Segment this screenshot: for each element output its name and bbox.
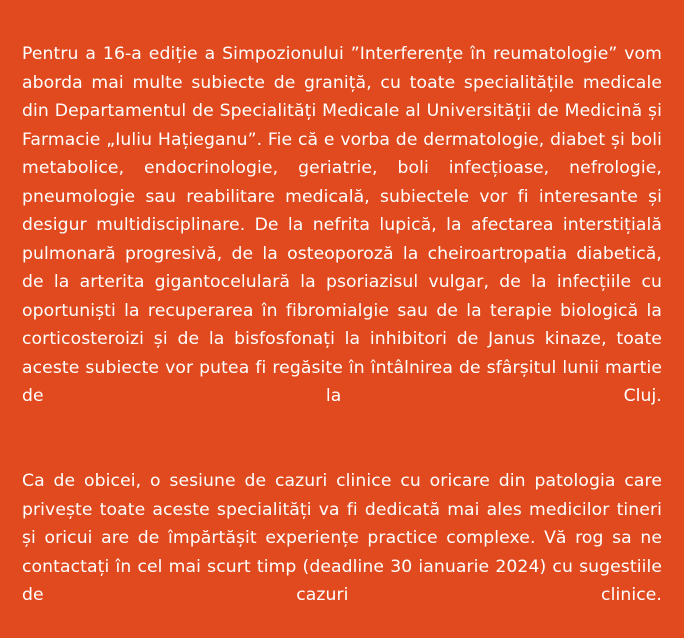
paragraph-intro: Pentru a 16-a ediție a Simpozionului ”Interferențe în reumatologie” vom aborda mai multe subiecte de graniță, cu toate specialitățile medicale din Departamentul de Specialități Medicale al Universității de Medicină și Farmacie „Iuliu Hațieganu”. Fie că e vorba de dermatologie, diabet și boli metabolice, endocrinologie, geriatrie, boli infecțioase, nefrologie, pneumologie sau reabilitare medicală, subiectele vor fi interesante și desigur multidisciplinare. De la nefrita lupică, la afectarea interstițială pulmonară progresivă, de la osteoporoză la cheiroartropatia diabetică, de la arterita gigantocelulară la psoriazisul vulgar, de la infecțiile cu oportuniști la recuperarea în fibromialgie sau de la terapie biologică la corticosteroizi și de la bisfosfonați la inhibitori de Janus kinaze, toate aceste subiecte vor putea fi regăsite în întâlnirea de sfârșitul lunii martie de la Cluj. xyxy=(22,44,662,406)
paragraph-clinical-cases: Ca de obicei, o sesiune de cazuri clinice cu oricare din patologia care privește toate aceste specialități va fi dedicată mai ales medicilor tineri și oricui are de împărtășit experiențe practice complexe. Vă rog sa ne contactați în cel mai scurt timp (deadline 30 ianuarie 2024) cu sugestiile de cazuri clinice. xyxy=(22,471,662,605)
